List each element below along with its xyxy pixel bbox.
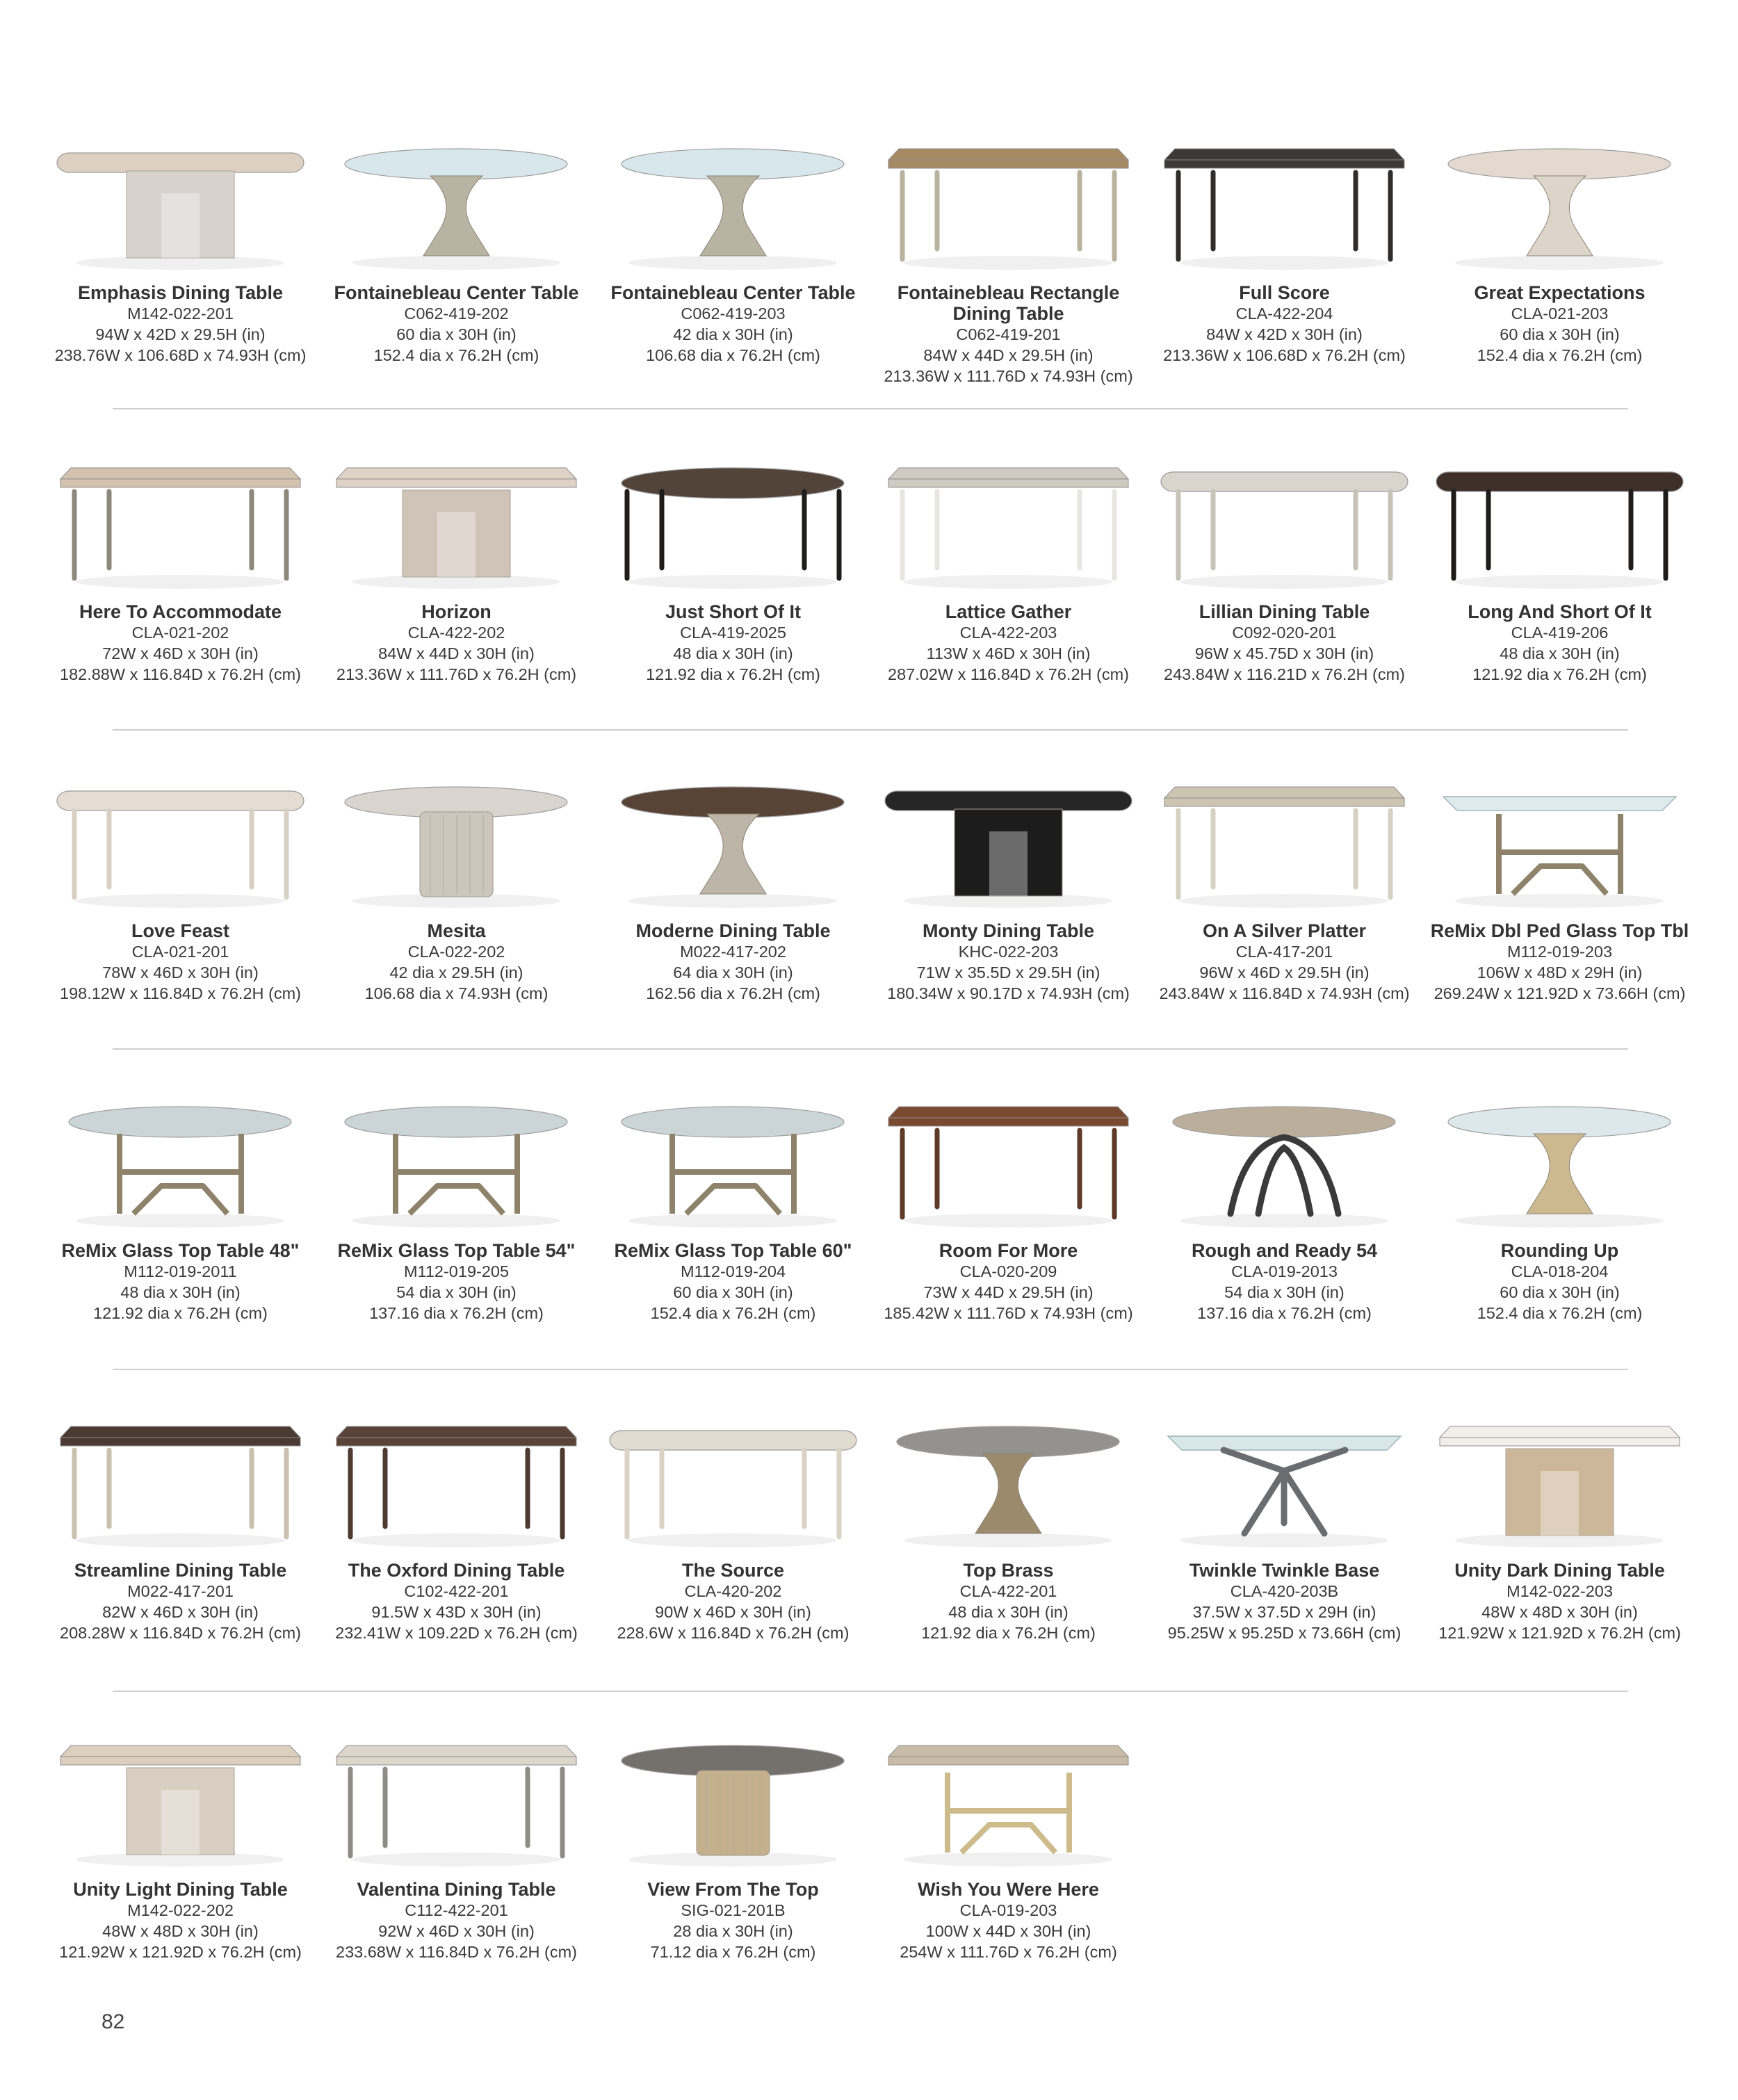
product-name: Monty Dining Table	[923, 920, 1094, 941]
product-caption	[871, 920, 1146, 1004]
product-sku: C062-419-203	[681, 304, 786, 323]
dimensions-centimeters: 121.92 dia x 76.2H (cm)	[921, 1624, 1096, 1642]
page-number: 82	[101, 2010, 125, 2033]
dimensions-centimeters: 198.12W x 116.84D x 76.2H (cm)	[60, 984, 301, 1002]
dimensions-inches: 60 dia x 30H (in)	[1500, 325, 1620, 343]
product-sku: C112-422-201	[405, 1901, 508, 1919]
product-name: Love Feast	[131, 920, 230, 941]
product-card	[319, 1720, 594, 2012]
product-name: Rough and Ready 54	[1191, 1240, 1378, 1261]
product-sku: M142-022-201	[127, 304, 234, 323]
product-image	[871, 443, 1146, 596]
product-image	[1422, 443, 1697, 596]
product-caption	[596, 601, 870, 685]
product-caption	[1422, 920, 1697, 1004]
table-illustration	[60, 1745, 300, 1866]
product-card	[1422, 443, 1697, 735]
product-image	[871, 1720, 1146, 1873]
product-sku: CLA-022-202	[407, 943, 505, 961]
product-caption	[1147, 282, 1422, 366]
product-card	[319, 1082, 594, 1374]
dimensions-inches: 91.5W x 43D x 30H (in)	[371, 1603, 542, 1621]
product-caption	[43, 601, 318, 685]
product-sku: CLA-420-203B	[1230, 1582, 1339, 1600]
product-name: Moderne Dining Table	[635, 920, 831, 941]
product-sku: SIG-021-201B	[681, 1901, 786, 1919]
dimensions-centimeters: 213.36W x 106.68D x 76.2H (cm)	[1163, 346, 1406, 364]
product-name: ReMix Glass Top Table 54"	[337, 1240, 576, 1261]
product-image	[1422, 124, 1697, 277]
dimensions-inches: 37.5W x 37.5D x 29H (in)	[1192, 1603, 1376, 1621]
product-image	[871, 1082, 1146, 1235]
product-image	[43, 443, 318, 596]
product-card	[871, 1720, 1146, 2012]
product-image	[1147, 1401, 1422, 1554]
dimensions-inches: 28 dia x 30H (in)	[673, 1922, 793, 1940]
dimensions-inches: 84W x 44D x 29.5H (in)	[923, 346, 1094, 364]
product-image	[1422, 1082, 1697, 1235]
product-image	[1147, 443, 1422, 596]
table-illustration	[1436, 472, 1683, 589]
product-sku: CLA-021-203	[1511, 304, 1609, 323]
row-divider	[113, 1691, 1628, 1692]
dimensions-inches: 100W x 44D x 30H (in)	[925, 1922, 1091, 1940]
dimensions-centimeters: 71.12 dia x 76.2H (cm)	[650, 1943, 816, 1961]
product-name: Here To Accommodate	[79, 601, 282, 622]
product-caption	[1422, 282, 1697, 366]
product-caption	[1422, 1240, 1697, 1324]
table-illustration	[336, 1426, 576, 1547]
product-card	[596, 1082, 870, 1374]
product-name: The Source	[681, 1560, 785, 1581]
dimensions-inches: 94W x 42D x 29.5H (in)	[95, 325, 266, 343]
product-name: Room For More	[939, 1240, 1078, 1261]
product-name: The Oxford Dining Table	[348, 1560, 565, 1581]
product-image	[871, 1401, 1146, 1554]
product-name: ReMix Dbl Ped Glass Top Tbl	[1430, 920, 1689, 941]
product-image	[596, 1401, 870, 1554]
product-caption	[871, 601, 1146, 685]
product-caption	[871, 1879, 1146, 1962]
product-sku: M142-022-203	[1506, 1582, 1613, 1600]
product-caption	[319, 1240, 594, 1324]
product-name: Fontainebleau Center Table	[610, 282, 856, 303]
dimensions-inches: 90W x 46D x 30H (in)	[655, 1603, 811, 1621]
dimensions-centimeters: 254W x 111.76D x 76.2H (cm)	[900, 1943, 1117, 1961]
table-illustration	[622, 787, 844, 908]
product-image	[596, 1720, 870, 1873]
product-sku: CLA-019-203	[959, 1901, 1057, 1919]
dimensions-centimeters: 152.4 dia x 76.2H (cm)	[1477, 1304, 1643, 1322]
product-caption	[319, 1879, 594, 1962]
product-name: Unity Dark Dining Table	[1454, 1560, 1665, 1581]
product-caption	[319, 1560, 594, 1643]
product-card	[43, 443, 318, 735]
table-illustration	[336, 1745, 576, 1866]
table-illustration	[57, 153, 304, 270]
product-caption	[1422, 601, 1697, 685]
product-sku: C102-422-201	[404, 1582, 509, 1600]
product-image	[1422, 1401, 1697, 1554]
product-card	[43, 124, 318, 416]
product-sku: CLA-422-204	[1235, 304, 1333, 323]
table-illustration	[1443, 797, 1676, 908]
dimensions-centimeters: 121.92 dia x 76.2H (cm)	[1472, 665, 1647, 683]
product-card	[319, 762, 594, 1054]
product-card	[319, 443, 594, 735]
dimensions-inches: 54 dia x 30H (in)	[396, 1283, 517, 1301]
product-card	[43, 1401, 318, 1693]
product-image	[1147, 124, 1422, 277]
dimensions-centimeters: 121.92W x 121.92D x 76.2H (cm)	[1438, 1624, 1681, 1642]
product-image	[43, 124, 318, 277]
dimensions-inches: 106W x 48D x 29H (in)	[1477, 963, 1643, 982]
product-name: Great Expectations	[1474, 282, 1646, 303]
product-sku: C062-419-202	[404, 304, 509, 323]
product-caption	[1147, 1560, 1422, 1643]
row-divider	[113, 408, 1628, 409]
dimensions-centimeters: 106.68 dia x 74.93H (cm)	[364, 984, 549, 1002]
dimensions-centimeters: 243.84W x 116.21D x 76.2H (cm)	[1164, 665, 1405, 683]
product-name: Top Brass	[963, 1560, 1054, 1581]
product-caption	[43, 1240, 318, 1324]
dimensions-inches: 113W x 46D x 30H (in)	[926, 644, 1091, 662]
product-caption	[1147, 920, 1422, 1004]
product-name: Wish You Were Here	[918, 1879, 1099, 1900]
dimensions-inches: 82W x 46D x 30H (in)	[102, 1603, 259, 1621]
dimensions-inches: 60 dia x 30H (in)	[396, 325, 517, 343]
table-illustration	[897, 1426, 1119, 1547]
product-image	[319, 1720, 594, 1873]
table-illustration	[622, 1107, 844, 1228]
product-caption	[1422, 1560, 1697, 1643]
dimensions-centimeters: 269.24W x 121.92D x 73.66H (cm)	[1434, 984, 1686, 1002]
product-sku: CLA-420-202	[684, 1582, 782, 1600]
product-card	[596, 1720, 870, 2012]
dimensions-centimeters: 162.56 dia x 76.2H (cm)	[646, 984, 820, 1002]
table-illustration	[60, 468, 300, 589]
product-sku: C092-020-201	[1232, 624, 1337, 642]
table-illustration	[622, 1745, 844, 1866]
product-image	[596, 443, 870, 596]
product-sku: M112-019-203	[1506, 943, 1613, 961]
product-image	[319, 443, 594, 596]
product-image	[319, 124, 594, 277]
product-name: On A Silver Platter	[1202, 920, 1367, 941]
product-sku: M142-022-202	[127, 1901, 234, 1919]
product-card	[319, 1401, 594, 1693]
table-illustration	[1448, 149, 1671, 270]
product-card	[1422, 762, 1697, 1054]
product-card	[319, 124, 594, 416]
product-card	[596, 762, 870, 1054]
dimensions-centimeters: 182.88W x 116.84D x 76.2H (cm)	[60, 665, 301, 683]
dimensions-centimeters: 287.02W x 116.84D x 76.2H (cm)	[888, 665, 1129, 683]
dimensions-centimeters: 208.28W x 116.84D x 76.2H (cm)	[60, 1624, 301, 1642]
product-caption	[1147, 1240, 1422, 1324]
product-caption	[319, 920, 594, 1004]
product-sku: CLA-417-201	[1235, 943, 1333, 961]
dimensions-inches: 48W x 48D x 30H (in)	[102, 1922, 259, 1940]
row-divider	[113, 1048, 1628, 1050]
table-illustration	[1440, 1426, 1680, 1547]
product-name: ReMix Glass Top Table 48"	[61, 1240, 300, 1261]
product-caption	[871, 1560, 1146, 1643]
dimensions-inches: 73W x 44D x 29.5H (in)	[923, 1283, 1094, 1301]
product-image	[319, 762, 594, 915]
product-sku: M112-019-205	[403, 1262, 510, 1280]
dimensions-centimeters: 121.92 dia x 76.2H (cm)	[646, 665, 820, 683]
dimensions-inches: 71W x 35.5D x 29.5H (in)	[916, 963, 1101, 982]
product-card	[43, 1082, 318, 1374]
product-sku: C062-419-201	[956, 325, 1061, 343]
dimensions-inches: 48 dia x 30H (in)	[120, 1283, 241, 1301]
dimensions-centimeters: 152.4 dia x 76.2H (cm)	[650, 1304, 816, 1322]
product-caption	[596, 920, 870, 1004]
dimensions-inches: 64 dia x 30H (in)	[673, 963, 793, 982]
product-card	[871, 762, 1146, 1054]
product-caption	[43, 1560, 318, 1643]
dimensions-centimeters: 232.41W x 109.22D x 76.2H (cm)	[335, 1624, 578, 1642]
product-card	[43, 762, 318, 1054]
table-illustration	[57, 791, 304, 908]
dimensions-centimeters: 121.92W x 121.92D x 76.2H (cm)	[59, 1943, 302, 1961]
product-sku: M022-417-202	[680, 943, 786, 961]
row-divider	[113, 1369, 1628, 1370]
product-name: Full Score	[1239, 282, 1330, 303]
product-caption	[596, 1879, 870, 1962]
dimensions-inches: 42 dia x 29.5H (in)	[389, 963, 523, 982]
dimensions-inches: 48 dia x 30H (in)	[1500, 644, 1620, 662]
product-name: Lillian Dining Table	[1199, 601, 1370, 622]
dimensions-centimeters: 213.36W x 111.76D x 76.2H (cm)	[336, 665, 577, 683]
dimensions-centimeters: 137.16 dia x 76.2H (cm)	[1197, 1304, 1372, 1322]
dimensions-inches: 72W x 46D x 30H (in)	[102, 644, 259, 662]
dimensions-centimeters: 233.68W x 116.84D x 76.2H (cm)	[336, 1943, 577, 1961]
product-name: Mesita	[427, 920, 486, 941]
product-card	[871, 443, 1146, 735]
dimensions-centimeters: 238.76W x 106.68D x 74.93H (cm)	[54, 346, 307, 364]
product-caption	[596, 1240, 870, 1324]
product-sku: CLA-018-204	[1511, 1262, 1609, 1280]
dimensions-centimeters: 180.34W x 90.17D x 74.93H (cm)	[887, 984, 1130, 1002]
product-card	[1147, 1401, 1422, 1693]
product-card	[1147, 124, 1422, 416]
dimensions-inches: 96W x 45.75D x 30H (in)	[1194, 644, 1374, 662]
product-sku: M022-417-201	[127, 1582, 234, 1600]
product-image	[1422, 762, 1697, 915]
product-name: Valentina Dining Table	[357, 1879, 556, 1900]
product-caption	[596, 282, 870, 366]
dimensions-inches: 48 dia x 30H (in)	[948, 1603, 1069, 1621]
product-card	[1422, 1082, 1697, 1374]
dimensions-inches: 78W x 46D x 30H (in)	[102, 963, 259, 982]
product-card	[871, 1401, 1146, 1693]
product-image	[319, 1401, 594, 1554]
dimensions-inches: 92W x 46D x 30H (in)	[378, 1922, 535, 1940]
product-card	[1147, 762, 1422, 1054]
product-name: Fontainebleau Center Table	[334, 282, 579, 303]
product-name: Long And Short Of It	[1468, 601, 1652, 622]
product-sku: CLA-019-2013	[1231, 1262, 1338, 1280]
product-name: Horizon	[421, 601, 492, 622]
product-image	[871, 124, 1146, 277]
product-name: Emphasis Dining Table	[77, 282, 284, 303]
product-name: Just Short Of It	[665, 601, 801, 622]
table-illustration	[345, 787, 567, 908]
dimensions-inches: 60 dia x 30H (in)	[1500, 1283, 1620, 1301]
table-illustration	[1164, 787, 1404, 908]
dimensions-centimeters: 228.6W x 116.84D x 76.2H (cm)	[617, 1624, 850, 1642]
product-sku: CLA-419-206	[1511, 624, 1609, 642]
product-image	[43, 1401, 318, 1554]
dimensions-centimeters: 185.42W x 111.76D x 74.93H (cm)	[884, 1304, 1133, 1322]
dimensions-inches: 54 dia x 30H (in)	[1224, 1283, 1345, 1301]
dimensions-centimeters: 106.68 dia x 76.2H (cm)	[646, 346, 820, 364]
product-card	[871, 124, 1146, 416]
table-illustration	[1164, 149, 1404, 270]
table-illustration	[622, 468, 844, 589]
product-name: Lattice Gather	[945, 601, 1072, 622]
product-sku: KHC-022-203	[958, 943, 1059, 961]
product-sku: M112-019-204	[680, 1262, 786, 1280]
product-name: Fontainebleau Rectangle Dining Table	[897, 282, 1120, 324]
product-name: Streamline Dining Table	[74, 1560, 287, 1581]
product-caption	[871, 282, 1146, 386]
dimensions-centimeters: 95.25W x 95.25D x 73.66H (cm)	[1167, 1624, 1402, 1642]
row-divider	[113, 729, 1628, 731]
table-illustration	[888, 1107, 1128, 1228]
product-sku: M112-019-2011	[124, 1262, 237, 1280]
product-caption	[871, 1240, 1146, 1324]
product-sku: CLA-021-202	[131, 624, 229, 642]
product-sku: CLA-419-2025	[680, 624, 786, 642]
product-name: ReMix Glass Top Table 60"	[614, 1240, 852, 1261]
product-image	[43, 1720, 318, 1873]
product-image	[1147, 1082, 1422, 1235]
table-illustration	[888, 149, 1128, 270]
product-card	[1422, 124, 1697, 416]
table-illustration	[336, 468, 576, 589]
table-illustration	[1161, 472, 1408, 589]
table-illustration	[1168, 1436, 1401, 1547]
product-image	[319, 1082, 594, 1235]
dimensions-centimeters: 152.4 dia x 76.2H (cm)	[1477, 346, 1643, 364]
product-card	[1147, 1082, 1422, 1374]
product-image	[596, 124, 870, 277]
product-image	[596, 1082, 870, 1235]
product-card	[596, 443, 870, 735]
table-illustration	[1173, 1107, 1395, 1228]
product-sku: CLA-020-209	[959, 1262, 1057, 1280]
dimensions-inches: 42 dia x 30H (in)	[673, 325, 793, 343]
table-illustration	[345, 1107, 567, 1228]
product-card	[871, 1082, 1146, 1374]
product-image	[43, 1082, 318, 1235]
product-caption	[319, 601, 594, 685]
table-illustration	[60, 1426, 300, 1547]
dimensions-centimeters: 121.92 dia x 76.2H (cm)	[93, 1304, 268, 1322]
product-card	[596, 124, 870, 416]
product-caption	[596, 1560, 870, 1643]
dimensions-inches: 84W x 42D x 30H (in)	[1206, 325, 1363, 343]
product-caption	[43, 920, 318, 1004]
product-caption	[43, 282, 318, 366]
product-card	[1422, 1401, 1697, 1693]
dimensions-inches: 48 dia x 30H (in)	[673, 644, 793, 662]
table-illustration	[888, 468, 1128, 589]
table-illustration	[69, 1107, 291, 1228]
dimensions-inches: 60 dia x 30H (in)	[673, 1283, 793, 1301]
product-sku: CLA-422-202	[407, 624, 505, 642]
dimensions-centimeters: 243.84W x 116.84D x 74.93H (cm)	[1159, 984, 1410, 1002]
product-card	[1147, 443, 1422, 735]
table-illustration	[888, 1745, 1128, 1866]
table-illustration	[1448, 1107, 1671, 1228]
table-illustration	[885, 791, 1132, 908]
product-name: Unity Light Dining Table	[73, 1879, 288, 1900]
product-image	[1147, 762, 1422, 915]
dimensions-centimeters: 137.16 dia x 76.2H (cm)	[369, 1304, 544, 1322]
dimensions-centimeters: 213.36W x 111.76D x 74.93H (cm)	[884, 367, 1133, 385]
product-sku: CLA-422-201	[959, 1582, 1057, 1600]
product-image	[871, 762, 1146, 915]
dimensions-centimeters: 152.4 dia x 76.2H (cm)	[373, 346, 539, 364]
product-caption	[1147, 601, 1422, 685]
product-sku: CLA-422-203	[959, 624, 1057, 642]
product-image	[596, 762, 870, 915]
product-sku: CLA-021-201	[131, 943, 229, 961]
product-image	[43, 762, 318, 915]
dimensions-inches: 48W x 48D x 30H (in)	[1481, 1603, 1638, 1621]
dimensions-inches: 84W x 44D x 30H (in)	[378, 644, 535, 662]
product-name: View From The Top	[647, 1879, 819, 1900]
product-name: Rounding Up	[1500, 1240, 1619, 1261]
product-card	[43, 1720, 318, 2012]
product-card	[596, 1401, 870, 1693]
dimensions-inches: 96W x 46D x 29.5H (in)	[1199, 963, 1370, 982]
table-illustration	[610, 1431, 856, 1547]
table-illustration	[622, 149, 844, 270]
table-illustration	[345, 149, 567, 270]
product-caption	[43, 1879, 318, 1962]
product-name: Twinkle Twinkle Base	[1189, 1560, 1380, 1581]
product-caption	[319, 282, 594, 366]
